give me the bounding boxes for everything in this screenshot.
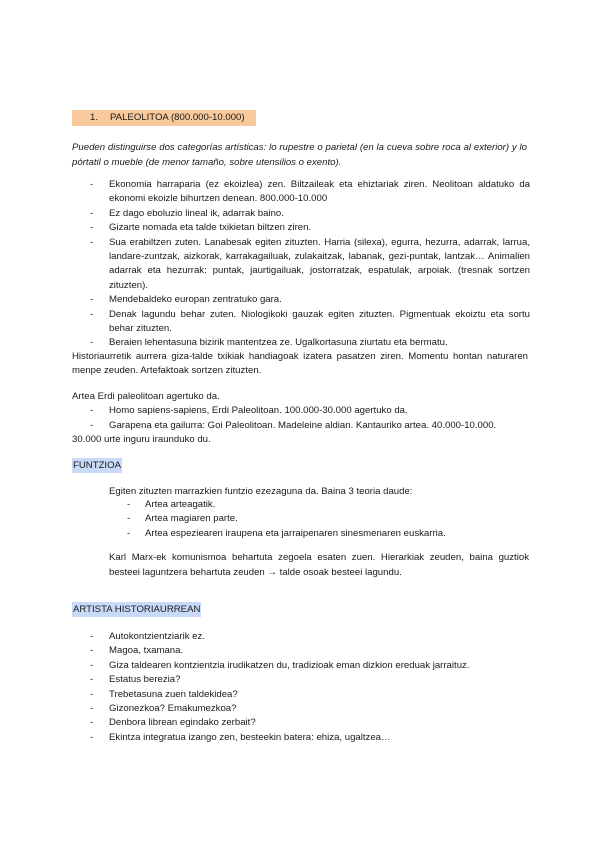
list-item: - Sua erabiltzen zuten. Lanabesak egiten zituzten. Harria (silexa), egurra, hezurra, adarrak, larrua, landare-zuntzak, aizkorak, karrakagailuak, zulakaitzak, labanak, gezi-puntak, lantzak… Animalien adarrak eta hezurrak: puntak, jaurtigailuak, jostorratzak, espatulak, arpoiak. (tresnak sortzen zituzten).: [90, 236, 530, 291]
list-item: - Artea magiaren parte.: [127, 513, 238, 525]
list-item: - Trebetasuna zuen taldekidea?: [90, 688, 238, 700]
list-item: - Estatus berezia?: [90, 674, 181, 686]
artista-list: [72, 630, 530, 745]
section-heading-paleolitoa: [72, 110, 256, 126]
list-item: - Autokontzientziarik ez.: [90, 631, 205, 642]
list-item: - Homo sapiens-sapiens, Erdi Paleolitoan. 100.000-30.000 agertuko da.: [90, 405, 408, 417]
list-item: - Garapena eta gailurra: Goi Paleolitoan. Madeleine aldian. Kantauriko artea. 40.000-10.000.: [90, 419, 497, 431]
section-heading-funtzioa: FUNTZIOA: [73, 460, 121, 471]
list-item: - Gizarte nomada eta talde txikietan biltzen ziren.: [90, 222, 312, 234]
list-item: - Giza taldearen kontzientzia irudikatzen du, tradizioak eman dizkion ereduak jarraituz.: [90, 659, 470, 671]
list-item: - Mendebaldeko europan zentratuko gara.: [90, 294, 282, 306]
arte-continuation: 30.000 urte inguru iraunduko du.: [72, 434, 211, 446]
list-item: - Ekonomia harraparia (ez ekoizlea) zen. Biltzaileak eta ehiztariak ziren. Neolitoan aldatuko da ekonomi ekoizle bihurtzen denean. 800.000-10.000: [90, 179, 530, 205]
funtzioa-intro: Egiten zituzten marrazkien funtzio ezezaguna da. Baina 3 teoria daude:: [109, 486, 413, 497]
paragraph-historiaurretik: Historiaurretik aurrera giza-talde txikiak handiagoak izatera pasatzen ziren. Momentu hontan naturaren menpe zeuden. Artefaktoak sortzen zituzten.: [72, 351, 528, 377]
arte-intro: Artea Erdi paleolitoan agertuko da.: [72, 391, 220, 402]
list-item: - Ez dago eboluzio lineal ik, adarrak baino.: [90, 207, 284, 219]
list-item: - Artea espeziearen iraupena eta jarraipenaren sinesmenaren euskarria.: [127, 527, 446, 539]
bullet-list-economy: [72, 178, 530, 351]
heading-title: PALEOLITOA (800.000-10.000): [110, 112, 245, 123]
funtzioa-theories: [109, 498, 529, 541]
list-item: - Artea arteagatik.: [127, 499, 216, 510]
list-item: - Denak lagundu behar zuten. Niologikoki gauzak egiten zituzten. Pigmentuak ekoiztu eta sortu behar zituzten.: [90, 308, 530, 335]
heading-number: 1.: [90, 112, 99, 123]
list-item: - Magoa, txamana.: [90, 645, 184, 657]
marx-paragraph: Karl Marx-ek komunismoa behartuta zegoela esaten zuen. Hierarkiak zeuden, baina guztiok besteei laguntzera behartuta zeuden → talde osoak besteei lagundu.: [109, 552, 529, 578]
list-item: - Ekintza integratua izango zen, besteekin batera: ehiza, ugaltzea…: [90, 731, 391, 743]
section-heading-artista: ARTISTA HISTORIAURREAN: [73, 604, 201, 615]
arte-block: [72, 390, 532, 448]
list-item: - Denbora librean egindako zerbait?: [90, 717, 256, 729]
intro-paragraph: Pueden distinguirse dos categorías artísticas: lo rupestre o parietal (en la cueva sobre roca al exterior) y lo pórtatil o mueble (de menor tamaño, sobre utensilios o exento).: [72, 142, 527, 168]
list-item: - Beraien lehentasuna bizirik mantentzea ze. Ugalkortasuna ziurtatu eta bermatu.: [90, 337, 448, 349]
list-item: - Gizonezkoa? Emakumezkoa?: [90, 703, 237, 715]
